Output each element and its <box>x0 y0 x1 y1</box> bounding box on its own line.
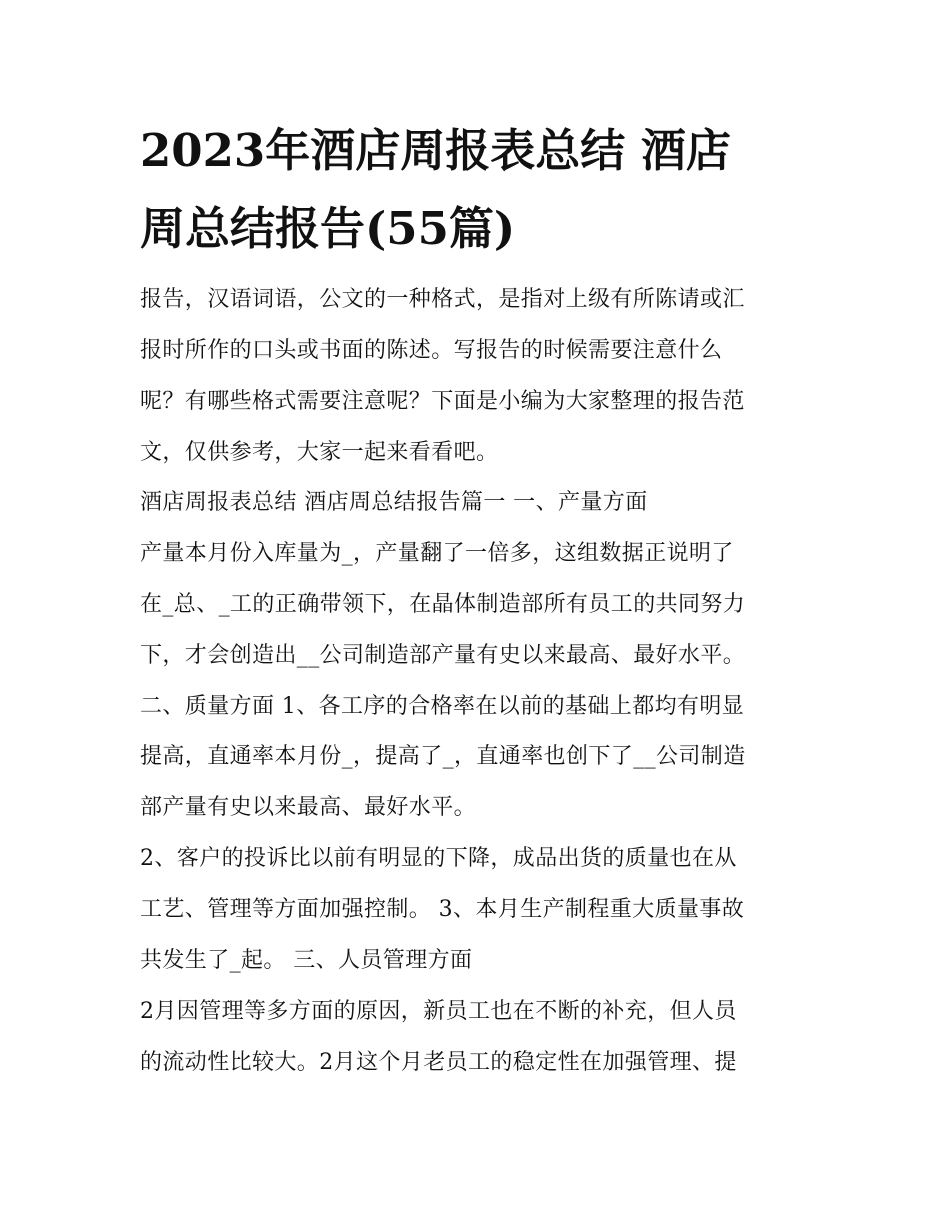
body-line: 下，才会创造出__公司制造部产量有史以来最高、最好水平。 <box>140 643 746 668</box>
title-line-2: 周总结报告(55篇) <box>140 202 516 255</box>
body-line: 的流动性比较大。2月这个月老员工的稳定性在加强管理、提 <box>140 1050 737 1075</box>
body-line: 在_总、_工的正确带领下，在晶体制造部所有员工的共同努力 <box>140 592 746 617</box>
section-heading-line: 酒店周报表总结 酒店周总结报告篇一 一、产量方面 <box>140 490 648 515</box>
body-line: 提高，直通率本月份_，提高了_，直通率也创下了__公司制造 <box>140 744 746 769</box>
body-line: 呢？有哪些格式需要注意呢？下面是小编为大家整理的报告范 <box>140 389 745 414</box>
body-line: 二、质量方面 1、各工序的合格率在以前的基础上都均有明显 <box>140 694 745 719</box>
body-line: 共发生了_起。 三、人员管理方面 <box>140 948 473 973</box>
body-line: 报时所作的口头或书面的陈述。写报告的时候需要注意什么 <box>140 338 723 363</box>
body-line: 部产量有史以来最高、最好水平。 <box>140 795 477 820</box>
title-line-1: 2023年酒店周报表总结 酒店 <box>140 124 731 177</box>
body-line: 报告，汉语词语，公文的一种格式，是指对上级有所陈请或汇 <box>140 287 745 312</box>
body-line: 2、客户的投诉比以前有明显的下降，成品出货的质量也在从 <box>140 846 737 871</box>
body-line: 产量本月份入库量为_，产量翻了一倍多，这组数据正说明了 <box>140 541 734 566</box>
body-line: 文，仅供参考，大家一起来看看吧。 <box>140 440 499 465</box>
body-line: 2月因管理等多方面的原因，新员工也在不断的补充，但人员 <box>140 999 737 1024</box>
document-title <box>140 112 820 268</box>
body-line: 工艺、管理等方面加强控制。 3、本月生产制程重大质量事故 <box>140 897 745 922</box>
